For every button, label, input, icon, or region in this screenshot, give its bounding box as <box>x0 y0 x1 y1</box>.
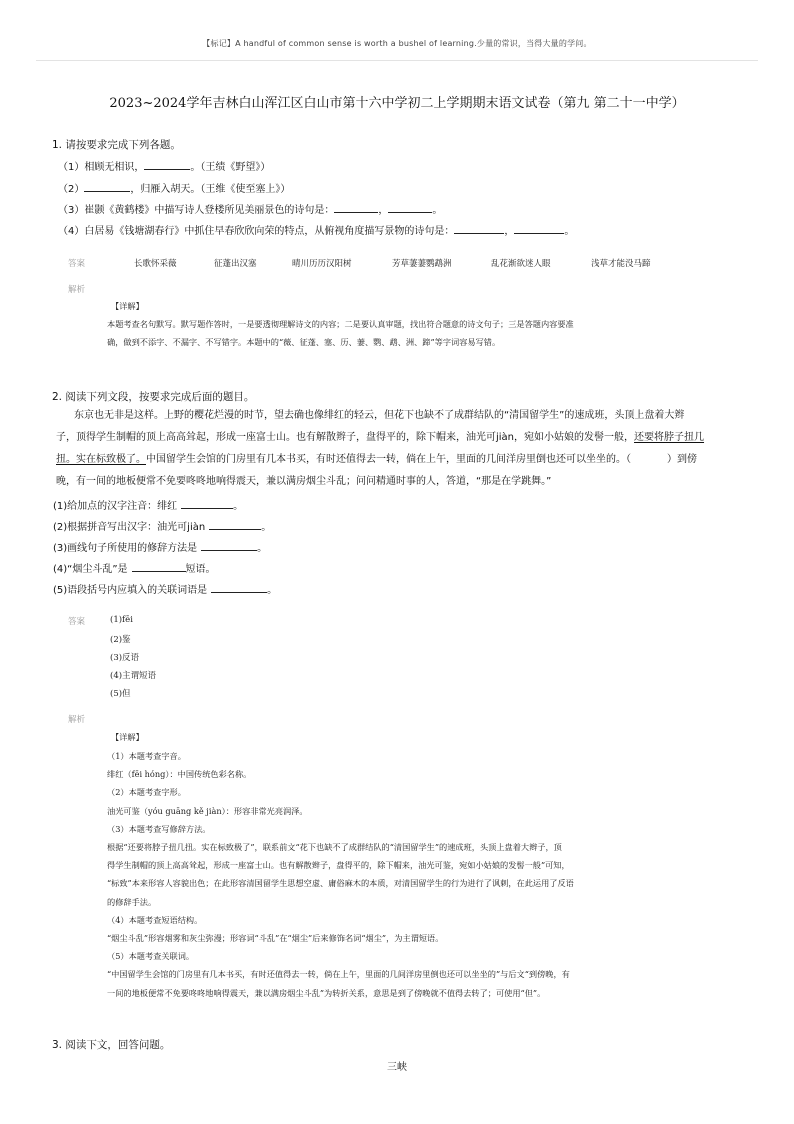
q2-detail-label: 【详解】 <box>111 732 144 742</box>
q2-question-1-suffix: 。 <box>233 501 244 512</box>
q1-analysis-line: 本题考查名句默写。默写题作答时，一是要透彻理解诗文的内容；二是要认真审题，找出符合题意的诗文句子；三是答题内容要准 <box>107 319 574 329</box>
q1-item-3 <box>58 201 442 216</box>
q2-question-5-text: (5)语段括号内应填入的关联词语是 <box>53 585 208 596</box>
q2-question-2-blank[interactable] <box>209 520 261 530</box>
q2-question-2-suffix: 。 <box>261 522 272 533</box>
q2-analysis-line: （5）本题考查关联词。 <box>107 951 195 962</box>
question-2-heading: 2. 阅读下列文段，按要求完成后面的题目。 <box>52 391 255 403</box>
q2-analysis-line: （2）本题考查字形。 <box>107 787 186 798</box>
q1-item-4-blank-b[interactable] <box>514 224 564 234</box>
q2-question-2 <box>53 518 271 533</box>
q2-analysis-line: 绯红（fēi hóng）：中国传统色彩名称。 <box>107 769 252 780</box>
q2-passage-line-4: 晚，有一间的地板便常不免要咚咚地响得震天，兼以满房烟尘斗乱；问问精通时事的人，答道，“那是在学跳舞。” <box>56 476 552 487</box>
q2-question-4-blank[interactable] <box>132 562 186 572</box>
q2-analysis-line: 的修辞手法。 <box>107 896 157 907</box>
q1-answer-label: 答案 <box>68 259 86 269</box>
q2-question-5 <box>53 581 277 596</box>
q1-item-1 <box>58 158 270 173</box>
q2-analysis-line: 根据“还要将脖子扭几扭。实在标致极了”，联系前文“花下也缺不了成群结队的“清国留学生”的速成班，头顶上盘着大辫子，顶 <box>107 842 562 853</box>
page-title: 2023~2024学年吉林白山浑江区白山市第十六中学初二上学期期末语文试卷（第九 第二十一中学） <box>109 96 685 111</box>
header-divider <box>36 60 758 61</box>
q1-detail-label: 【详解】 <box>111 301 144 311</box>
q2-underlined-sentence: 还要将脖子扭几 <box>634 432 705 443</box>
q1-answer-3: 晴川历历汉阳树 <box>292 259 352 269</box>
q1-item-1-prefix: （1）相顾无相识， <box>58 162 145 173</box>
q2-question-3-text: (3)画线句子所使用的修辞方法是 <box>53 543 198 554</box>
q1-item-3-prefix: （3）崔颢《黄鹤楼》中描写诗人登楼所见美丽景色的诗句是： <box>58 205 335 216</box>
q2-answer-4: (4)主谓短语 <box>110 671 157 681</box>
q1-item-3-blank-b[interactable] <box>388 203 432 213</box>
q2-passage-text: ）到傍 <box>667 454 697 465</box>
q1-answer-4: 芳草萋萋鹦鹉洲 <box>392 259 452 269</box>
q2-passage-line-2 <box>56 427 746 449</box>
q2-question-4 <box>53 560 216 575</box>
q2-analysis-line: “标致”本来形容人容貌出色；在此形容清国留学生思想空虚、庸俗麻木的本质，对清国留学生的行为进行了讽刺，在此运用了反语 <box>107 878 574 889</box>
q2-analysis-text <box>107 747 737 1002</box>
q1-item-4-suffix: 。 <box>564 226 575 237</box>
q1-item-4-prefix: （4）白居易《钱塘湖春行》中抓住早春欣欣向荣的特点，从俯视角度描写景物的诗句是： <box>58 226 455 237</box>
q1-item-4-sep: ， <box>504 226 515 237</box>
q2-question-1-blank[interactable] <box>181 499 233 509</box>
q1-analysis-text <box>107 317 727 350</box>
q1-item-3-sep: ， <box>378 205 389 216</box>
q2-analysis-line: 得学生制帽的顶上高高耸起，形成一座富士山。也有解散辫子，盘得平的，除下帽来，油光可鉴，宛如小姑娘的发髻一般”可知， <box>107 860 570 871</box>
q2-analysis-line: （3）本题考查写修辞方法。 <box>107 823 211 834</box>
q1-analysis-label: 解析 <box>68 285 86 295</box>
q2-analysis-line: （4）本题考查短语结构。 <box>107 914 203 925</box>
q2-analysis-line: （1）本题考查字音。 <box>107 751 186 761</box>
q1-item-4 <box>58 222 574 237</box>
q2-question-2-text: (2)根据拼音写出汉字：油光可jiàn <box>53 522 206 533</box>
q2-question-4-text: (4)“烟尘斗乱”是 <box>53 564 128 575</box>
q2-question-4-suffix: 短语。 <box>185 564 216 575</box>
q1-item-2-suffix: ，归雁入胡天。（王维《使至塞上》） <box>130 184 291 195</box>
q2-answer-2: (2)鉴 <box>110 635 131 645</box>
q1-answer-5: 乱花渐欲迷人眼 <box>491 259 551 269</box>
q2-passage-text: 中国留学生会馆的门房里有几本书买，有时还值得去一转，倘在上午，里面的几间洋房里倒也还可以坐坐的。（ <box>146 454 631 465</box>
q1-item-2-blank[interactable] <box>84 182 130 192</box>
q2-analysis-line: 一间的地板便常不免要咚咚地响得震天，兼以满房烟尘斗乱”为转折关系，意思是到了傍晚就不值得去转了；可使用“但”。 <box>107 987 546 998</box>
q1-item-3-blank-a[interactable] <box>334 203 378 213</box>
q2-passage-line-3 <box>56 449 746 471</box>
q1-item-4-blank-a[interactable] <box>454 224 504 234</box>
q3-passage-title: 三峡 <box>387 1062 407 1073</box>
q1-item-2-prefix: （2） <box>58 184 85 195</box>
q2-question-3-blank[interactable] <box>201 541 257 551</box>
q2-question-5-suffix: 。 <box>267 585 278 596</box>
q1-item-1-suffix: 。（王绩《野望》） <box>190 162 271 173</box>
q2-analysis-line: “中国留学生会馆的门房里有几本书买，有时还值得去一转，倘在上午，里面的几间洋房里倒也还可以坐坐的”与后文“到傍晚，有 <box>107 969 570 980</box>
q2-answer-3: (3)反语 <box>110 653 140 663</box>
header-note: 【标记】A handful of common sense is worth a bushel of learning.少量的常识，当得大量的学问。 <box>202 39 592 48</box>
q2-underlined-sentence-end: 扭。实在标致极了。 <box>56 454 146 465</box>
q1-item-1-blank[interactable] <box>144 160 190 170</box>
q2-answer-5: (5)但 <box>110 689 131 699</box>
q1-analysis-line: 确，做到不添字、不漏字、不写错字。本题中的“薇、征蓬、塞、历、萋、鹦、鹉、洲、蹄”等字词容易写错。 <box>107 337 501 347</box>
q2-question-3-suffix: 。 <box>257 543 268 554</box>
q2-passage-text: 子，顶得学生制帽的顶上高高耸起，形成一座富士山。也有解散辫子，盘得平的，除下帽来，油光可jiàn，宛如小姑娘的发髻一般， <box>56 432 635 443</box>
question-1-heading: 1. 请按要求完成下列各题。 <box>52 139 181 151</box>
q2-passage-line-1: 东京也无非是这样。上野的樱花烂漫的时节，望去确也像绯红的轻云，但花下也缺不了成群结队的“清国留学生”的速成班，头顶上盘着大辫 <box>74 410 685 421</box>
q2-passage <box>56 405 746 493</box>
q2-answer-1: (1)fēi <box>110 615 133 625</box>
q2-question-1 <box>53 497 243 512</box>
q2-analysis-line: 油光可鉴（yóu guāng kě jiàn）：形容非常光亮润泽。 <box>107 805 308 816</box>
q1-answer-2: 征蓬出汉塞 <box>214 259 257 269</box>
q1-item-2 <box>58 180 290 195</box>
q1-answer-1: 长歌怀采薇 <box>134 259 177 269</box>
q2-question-5-blank[interactable] <box>211 583 267 593</box>
q2-answer-label: 答案 <box>68 617 86 627</box>
q1-answer-6: 浅草才能没马蹄 <box>591 259 651 269</box>
q2-question-3 <box>53 539 267 554</box>
q2-analysis-line: “烟尘斗乱”形容烟雾和灰尘弥漫；形容词“斗乱”在“烟尘”后来修饰名词“烟尘”，为主谓短语。 <box>107 933 444 944</box>
q2-question-1-text: (1)给加点的汉字注音：绯红 <box>53 501 178 512</box>
q2-analysis-label: 解析 <box>68 715 86 725</box>
question-3-heading: 3. 阅读下文，回答问题。 <box>52 1039 171 1051</box>
q1-item-3-suffix: 。 <box>432 205 443 216</box>
